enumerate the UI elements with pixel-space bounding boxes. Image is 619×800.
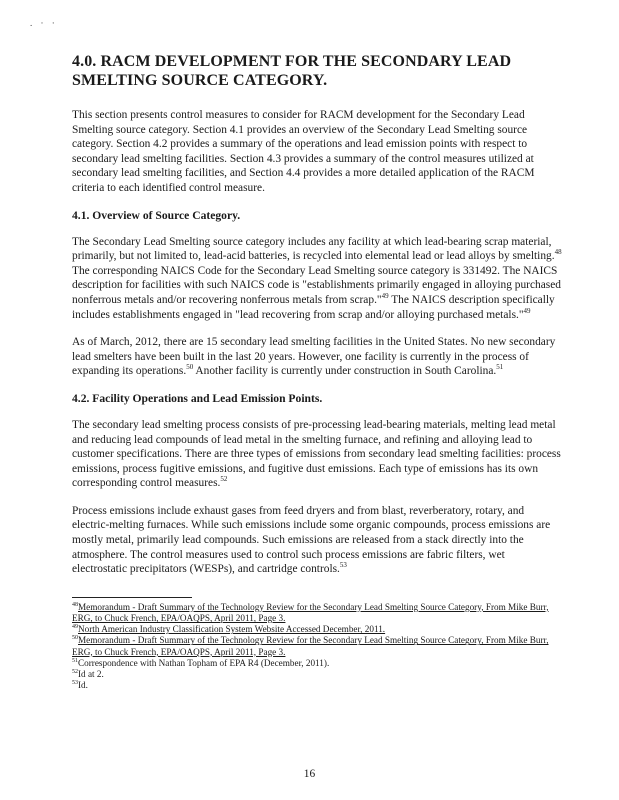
section-4-2-heading: 4.2. Facility Operations and Lead Emission Points. [72, 391, 323, 405]
intro-paragraph: This section presents control measures to consider for RACM development for the Secondary Lead Smelting source category. Section 4.1 provides an overview of the Secondary Lead Smelting source category. Section 4.2 provides a summary of the operations and lead emission points with respect to secondary lead smelting facilities. Section 4.3 provides a summary of the control measures utilized at secondary lead smelting facilities, and Section 4.4 provides a more detailed application of the RACM criteria to each identified control measure. [72, 109, 535, 194]
footnote-ref: 48 [554, 248, 562, 257]
scan-specks: . · · [30, 18, 58, 28]
footnote-51: $^{51}$Correspondence with Nathan Topham of EPA R4 (December, 2011). [72, 657, 330, 668]
section-4-1-paragraph-2: As of March, 2012, there are 15 secondary lead smelting facilities in the United States. No new secondary lead smelters have been built in the last 20 years. However, one facility is currently in the process of expanding its operations.$^{50}$ Another facility is currently under construction in South Carolina.$^{51}$ [72, 336, 556, 378]
footnote-ref: 50 [186, 363, 194, 372]
footnote-49: $^{49}$North American Industry Classification System Website Accessed December, 2011. [72, 624, 386, 635]
footnote-link[interactable]: North American Industry Classification System Website Accessed December, 2011. [78, 624, 386, 635]
footnote-52: $^{52}$Id at 2. [72, 669, 104, 680]
page-content [72, 52, 562, 691]
footnote-50: $^{50}$Memorandum - Draft Summary of the Technology Review for the Secondary Lead Smelting Source Category, From Mike Burr, ERG, to Chuck French, EPA/OAQPS, April 2011, Page 3. [72, 635, 549, 657]
footnote-ref: 52 [220, 475, 228, 484]
footnote-ref: 51 [496, 363, 504, 372]
footnote-53: $^{53}$Id. [72, 680, 88, 691]
footnote-48: $^{48}$Memorandum - Draft Summary of the Technology Review for the Secondary Lead Smelting Source Category, From Mike Burr, ERG, to Chuck French, EPA/OAQPS, April 2011, Page 3. [72, 601, 549, 624]
section-4-1-heading: 4.1. Overview of Source Category. [72, 208, 241, 222]
section-4-2-paragraph-2: Process emissions include exhaust gases from feed dryers and from blast, reverberatory, rotary, and electric-melting furnaces. While such emissions include some organic compounds, process emissions are mostly metal, primarily lead compounds. Such emissions are released from a stack directly into the atmosphere. The control measures used to control such process emissions are fabric filters, wet electrostatic precipitators (WESPs), and cartridge controls.$^{53}$ [72, 504, 551, 576]
footnote-ref: 53 [339, 561, 347, 570]
section-4-2-paragraph-1: The secondary lead smelting process consists of pre-processing lead-bearing materials, melting lead metal and reducing lead compounds of lead metal in the smelting furnace, and refining and alloying lead to customer specifications. There are three types of emissions from secondary lead smelting facilities: process emissions, process fugitive emissions, and fugitive dust emissions. Each type of emissions has its own corresponding control measures.$^{52}$ [72, 418, 561, 490]
page-number: 16 [303, 768, 316, 780]
footnote-link[interactable]: Memorandum - Draft Summary of the Technology Review for the Secondary Lead Smelting Source Category, From Mike Burr, ERG, to Chuck French, EPA/OAQPS, April 2011, Page 3. [72, 635, 549, 657]
footnotes [72, 602, 562, 692]
footnote-link[interactable]: Memorandum - Draft Summary of the Technology Review for the Secondary Lead Smelting Source Category, From Mike Burr, ERG, to Chuck French, EPA/OAQPS, April 2011, Page 3. [72, 601, 549, 624]
section-title: 4.0. RACM DEVELOPMENT FOR THE SECONDARY LEAD SMELTING SOURCE CATEGORY. [72, 53, 512, 89]
footnote-ref: 49 [523, 306, 531, 315]
footnote-divider [72, 597, 192, 598]
footnote-ref: 49 [381, 292, 389, 301]
section-4-1-paragraph-1: The Secondary Lead Smelting source category includes any facility at which lead-bearing scrap material, primarily, but not limited to, lead-acid batteries, is recycled into elemental lead or lead alloys by smelting.$^{48}$ The corresponding NAICS Code for the Secondary Lead Smelting source category is 331492. The NAICS description for facilities with such NAICS code is "establishments primarily engaged in alloying purchased nonferrous metals and/or recovering nonferrous metals from scrap."$^{49}$ The NAICS description specifically includes establishments engaged in "lead recovering from scrap and/or alloying purchased metals."$^{49}$ [72, 235, 562, 321]
